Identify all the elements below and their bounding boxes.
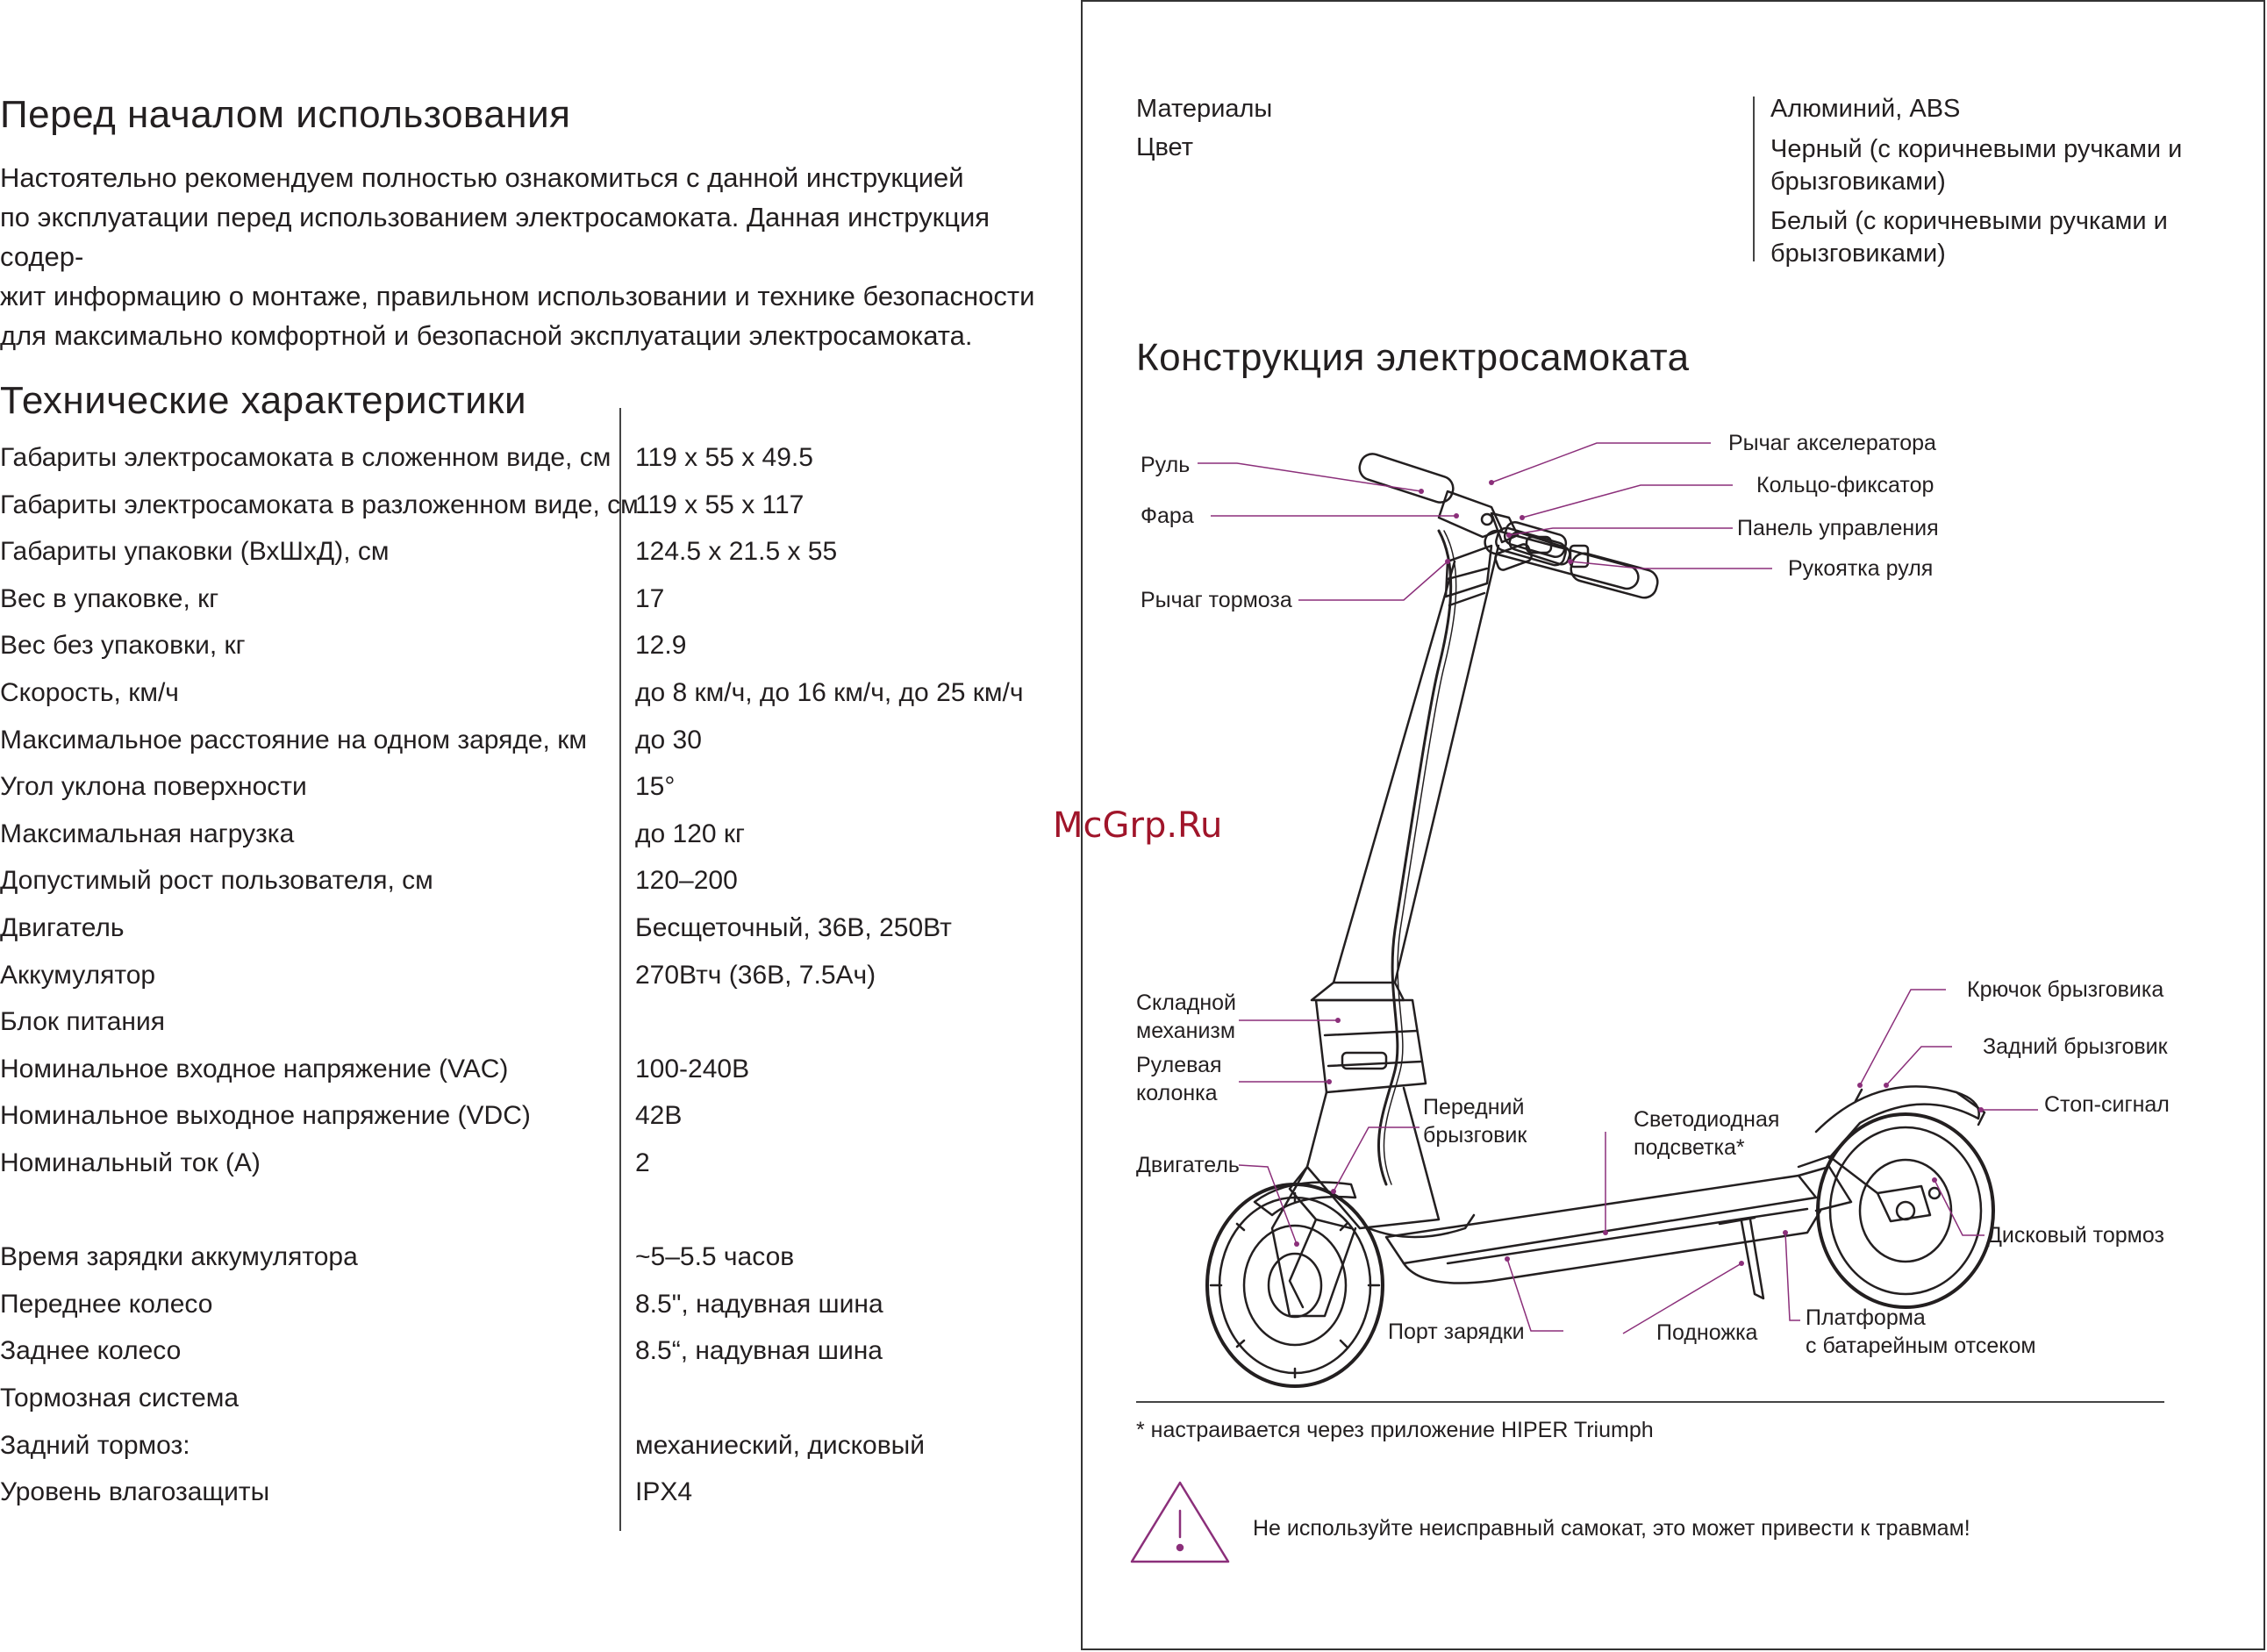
spec-value: 270Втч (36В, 7.5Ач) bbox=[635, 961, 876, 990]
label-line: Светодиодная bbox=[1634, 1107, 1780, 1132]
label-grip: Рукоятка руля bbox=[1788, 556, 1934, 581]
spec-value: 15° bbox=[635, 772, 676, 801]
label-port: Порт зарядки bbox=[1388, 1319, 1525, 1344]
spec-label: Блок питания bbox=[0, 1007, 165, 1036]
spec-value: 8.5“, надувная шина bbox=[635, 1336, 883, 1365]
leader-rul bbox=[1198, 463, 1421, 491]
spec-label: Угол уклона поверхности bbox=[0, 772, 307, 801]
label-led bbox=[1634, 1105, 1779, 1162]
leader-platform bbox=[1785, 1233, 1800, 1320]
label-line: с батарейным отсеком bbox=[1806, 1334, 2036, 1358]
spec-value: 100-240В bbox=[635, 1055, 750, 1083]
spec-value: 8.5", надувная шина bbox=[635, 1290, 883, 1319]
label-ring: Кольцо-фиксатор bbox=[1756, 473, 1934, 497]
spec-label: Габариты электросамоката в сложенном виде, см bbox=[0, 443, 611, 472]
label-fold bbox=[1136, 989, 1236, 1045]
label-motor: Двигатель bbox=[1136, 1153, 1240, 1177]
label-panel: Панель управления bbox=[1737, 516, 1939, 540]
construction-title: Конструкция электросамоката bbox=[1136, 336, 1690, 379]
label-column bbox=[1136, 1051, 1222, 1107]
label-rul: Руль bbox=[1141, 453, 1191, 477]
spec-label: Тормозная система bbox=[0, 1384, 240, 1412]
spec-label: Допустимый рост пользователя, см bbox=[0, 866, 433, 895]
front-wheel bbox=[1207, 1184, 1383, 1386]
spec-value: Бесщеточный, 36В, 250Вт bbox=[635, 913, 952, 942]
label-front-fender bbox=[1423, 1093, 1527, 1149]
color-line: Белый (с коричневыми ручками и bbox=[1770, 207, 2168, 235]
intro-title: Перед началом использования bbox=[0, 93, 571, 136]
spec-label: Номинальное входное напряжение (VAC) bbox=[0, 1055, 509, 1083]
spec-value: механиеский, дисковый bbox=[635, 1431, 925, 1460]
label-line: механизм bbox=[1136, 1019, 1236, 1043]
fold-block bbox=[1316, 1000, 1426, 1092]
label-line: Передний bbox=[1423, 1095, 1525, 1119]
leader-panel bbox=[1509, 528, 1733, 535]
label-line: брызговик bbox=[1423, 1123, 1527, 1148]
spec-label: Время зарядки аккумулятора bbox=[0, 1242, 358, 1271]
label-disc-brake: Дисковый тормоз bbox=[1987, 1223, 2164, 1248]
label-line: Платформа bbox=[1806, 1305, 1926, 1330]
color-line: брызговиками) bbox=[1770, 168, 1946, 196]
spec-label: Габариты упаковки (ВхШхД), см bbox=[0, 537, 390, 566]
left-grip bbox=[1356, 451, 1456, 506]
label-fara: Фара bbox=[1141, 504, 1194, 528]
spec-value: IPX4 bbox=[635, 1477, 693, 1506]
spec-label: Уровень влагозащиты bbox=[0, 1477, 270, 1506]
intro-line: жит информацию о монтаже, правильном использовании и технике безопасности bbox=[0, 281, 1035, 311]
spec-label: Максимальное расстояние на одном заряде, км bbox=[0, 726, 587, 754]
materials-value: Алюминий, ABS bbox=[1770, 95, 1961, 123]
watermark: McGrp.Ru bbox=[1053, 805, 1223, 846]
label-line: Складной bbox=[1136, 990, 1237, 1015]
color-line: брызговиками) bbox=[1770, 240, 1946, 268]
intro-line: Настоятельно рекомендуем полностью ознакомиться с данной инструкцией bbox=[0, 162, 964, 193]
label-hook: Крючок брызговика bbox=[1967, 977, 2164, 1002]
footnote: * настраивается через приложение HIPER Triumph bbox=[1136, 1418, 1654, 1442]
label-brake-lever: Рычаг тормоза bbox=[1141, 588, 1292, 612]
steering-column bbox=[1307, 1088, 1439, 1228]
spec-value: 42В bbox=[635, 1101, 683, 1130]
label-accelerator: Рычаг акселератора bbox=[1728, 431, 1936, 455]
leader-accel bbox=[1491, 443, 1711, 483]
label-stand: Подножка bbox=[1656, 1320, 1758, 1345]
spec-label: Аккумулятор bbox=[0, 961, 156, 990]
right-grip bbox=[1569, 551, 1661, 601]
spec-value: до 120 кг bbox=[635, 819, 745, 848]
warning-text: Не используйте неисправный самокат, это может привести к травмам! bbox=[1253, 1516, 1970, 1541]
spec-label: Задний тормоз: bbox=[0, 1431, 190, 1460]
label-platform bbox=[1806, 1304, 2036, 1360]
spec-label: Вес в упаковке, кг bbox=[0, 584, 219, 613]
deck bbox=[1386, 1176, 1816, 1263]
warning-icon bbox=[1132, 1483, 1228, 1562]
spec-label: Максимальная нагрузка bbox=[0, 819, 295, 848]
label-line: Рулевая bbox=[1136, 1053, 1222, 1077]
leader-front-fender bbox=[1334, 1127, 1420, 1191]
brake-caliper bbox=[1877, 1186, 1930, 1221]
color-line: Черный (с коричневыми ручками и bbox=[1770, 135, 2183, 163]
leader-disc bbox=[1934, 1180, 1985, 1235]
spec-label: Заднее колесо bbox=[0, 1336, 182, 1365]
leader-rear-fender bbox=[1886, 1047, 1952, 1085]
spec-value: 12.9 bbox=[635, 631, 687, 660]
spec-label: Двигатель bbox=[0, 913, 125, 942]
leader-brake bbox=[1298, 561, 1448, 600]
right-handlebar bbox=[1483, 528, 1641, 591]
intro-line: по эксплуатации перед использованием электросамоката. Данная инструкция содер- bbox=[0, 202, 990, 272]
leader-grip bbox=[1570, 561, 1772, 569]
specs-title: Технические характеристики bbox=[0, 379, 527, 422]
spec-label: Номинальный ток (А) bbox=[0, 1148, 261, 1177]
label-stop: Стоп-сигнал bbox=[2044, 1092, 2170, 1117]
spec-label: Номинальное выходное напряжение (VDC) bbox=[0, 1101, 531, 1130]
spec-value: 17 bbox=[635, 584, 665, 613]
rear-wheel bbox=[1818, 1114, 1993, 1307]
spec-value: до 30 bbox=[635, 726, 702, 754]
label-line: подсветка* bbox=[1634, 1135, 1745, 1160]
spec-value: до 8 км/ч, до 16 км/ч, до 25 км/ч bbox=[635, 678, 1024, 707]
spec-label: Переднее колесо bbox=[0, 1290, 213, 1319]
color-label: Цвет bbox=[1136, 133, 1193, 161]
spec-value: 2 bbox=[635, 1148, 650, 1177]
spec-value: 119 x 55 x 49.5 bbox=[635, 443, 813, 472]
footnote-divider bbox=[1136, 1401, 2164, 1403]
label-line: колонка bbox=[1136, 1081, 1218, 1105]
leader-ring bbox=[1522, 485, 1733, 518]
spec-value: ~5–5.5 часов bbox=[635, 1242, 795, 1271]
kickstand bbox=[1741, 1219, 1763, 1298]
leader-hook bbox=[1860, 990, 1946, 1085]
materials-label: Материалы bbox=[1136, 95, 1273, 123]
spec-value: 120–200 bbox=[635, 866, 738, 895]
spec-label: Вес без упаковки, кг bbox=[0, 631, 246, 660]
label-rear-fender: Задний брызговик bbox=[1983, 1034, 2168, 1059]
spec-label: Скорость, км/ч bbox=[0, 678, 179, 707]
stem bbox=[1334, 546, 1498, 983]
intro-line: для максимально комфортной и безопасной эксплуатации электросамоката. bbox=[0, 320, 973, 351]
spec-label: Габариты электросамоката в разложенном виде, см bbox=[0, 490, 639, 519]
spec-value: 119 x 55 x 117 bbox=[635, 490, 805, 519]
spec-value: 124.5 x 21.5 x 55 bbox=[635, 537, 838, 566]
